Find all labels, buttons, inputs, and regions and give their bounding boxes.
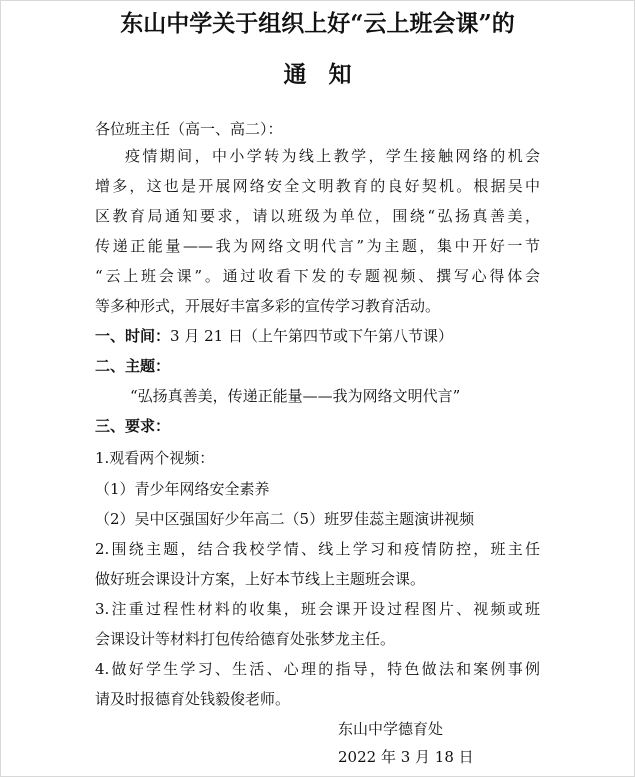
signature-office: 东山中学德育处: [338, 720, 444, 738]
requirement-item-cont: 做好班会课设计方案，上好本节线上主题班会课。: [95, 570, 426, 588]
section-theme-text: “弘扬真善美，传递正能量——我为网络文明代言”: [130, 387, 461, 405]
salutation: 各位班主任（高一、高二）：: [95, 120, 283, 138]
section-time: [95, 323, 540, 349]
intro-line: 等多种形式，开展好丰富多彩的宣传学习教育活动。: [95, 297, 441, 315]
intro-line: 区教育局通知要求，请以班级为单位，围绕“弘扬真善美，: [95, 207, 540, 225]
requirement-item-cont: 会课设计等材料打包传给德育处张梦龙主任。: [95, 630, 396, 648]
intro-line: “云上班会课”。通过收看下发的专题视频、撰写心得体会: [95, 267, 540, 285]
requirement-item: 1.观看两个视频：: [95, 449, 215, 467]
section-requirements-heading: 三、要求：: [95, 417, 171, 435]
section-time-text: 3 月 21 日（上午第四节或下午第八节课）: [170, 327, 453, 345]
notice-subtitle: 通知: [283, 61, 374, 88]
requirement-item-cont: 请及时报德育处钱毅俊老师。: [95, 690, 291, 708]
signature-date: 2022 年 3 月 18 日: [338, 748, 474, 766]
section-theme-heading: 二、主题：: [95, 357, 171, 375]
intro-line: 传递正能量——我为网络文明代言”为主题，集中开好一节: [95, 237, 540, 255]
intro-line: 增多，这也是开展网络安全文明教育的良好契机。根据吴中: [95, 177, 540, 195]
video-item: （1）青少年网络安全素养: [95, 480, 270, 498]
section-time-heading: 一、时间：: [95, 327, 171, 345]
intro-line: 疫情期间，中小学转为线上教学，学生接触网络的机会: [125, 147, 540, 165]
requirement-item: 4.做好学生学习、生活、心理的指导，特色做法和案例事例: [95, 660, 540, 678]
requirement-item: 3.注重过程性材料的收集，班会课开设过程图片、视频或班: [95, 600, 540, 618]
video-item: （2）吴中区强国好少年高二（5）班罗佳蕊主题演讲视频: [95, 510, 475, 528]
notice-title: 东山中学关于组织上好“云上班会课”的: [120, 10, 515, 37]
requirement-item: 2.围绕主题，结合我校学情、线上学习和疫情防控，班主任: [95, 540, 540, 558]
